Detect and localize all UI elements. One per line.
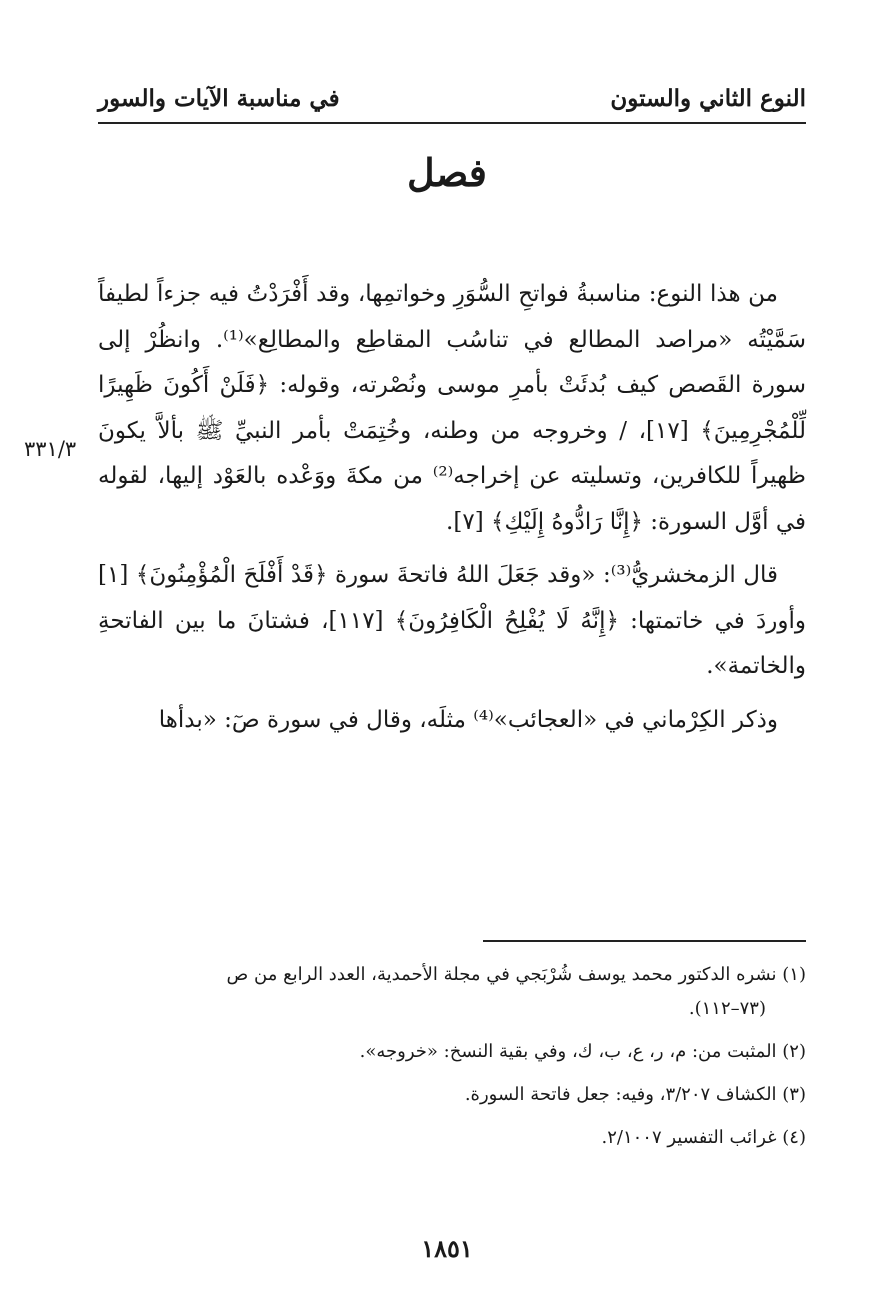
paragraph: من هذا النوع: مناسبةُ فواتحِ السُّوَرِ وخواتمِها، وقد أَفْرَدْتُ فيه جزءاً لطيفاً سَمَّيْتُه «مراصد المطالع في تناسُب المقاطِع والمطالِع»⁽¹⁾. وانظُرْ إلى سورة القَصص كيف بُدئَتْ بأمرِ موسى ونُصْرته، وقوله: ﴿فَلَنْ أَكُونَ ظَهِيرًا لِّلْمُجْرِمِينَ﴾ [١٧]، / وخروجه من وطنه، وخُتِمَتْ بأمر النبيِّ ﷺ بألاَّ يكونَ ظهيراً للكافرين، وتسليته عن إخراجه⁽²⁾ من مكةَ ووَعْده بالعَوْد إليها، لقوله في أوَّل السورة: ﴿إِنَّا رَادُّوهُ إِلَيْكِ﴾ [٧]. [98,281,806,535]
margin-volume-page-reference: ٣٣١/٣ [24,437,77,461]
footnote-1 [98,958,806,1026]
footnote-4: (٤) غرائب التفسير ٢/١٠٠٧. [601,1127,806,1148]
header-divider [98,122,806,124]
section-title: فصل [407,150,487,195]
header-topic-title: في مناسبة الآيات والسور [98,84,340,112]
footnote-3: (٣) الكشاف ٣/٢٠٧، وفيه: جعل فاتحة السورة. [464,1084,806,1105]
footnote-1-line2: (٧٣–١١٢). [688,998,766,1019]
paragraph: وذكر الكِرْماني في «العجائب»⁽⁴⁾ مثلَه، وقال في سورة صٓ: «بدأها [158,706,778,733]
main-text [98,272,806,743]
running-header [98,78,806,118]
footnote-2: (٢) المثبت من: م، ر، ع، ب، ك، وفي بقية النسخ: «خروجه». [359,1041,806,1062]
footnote-1-line1: (١) نشره الدكتور محمد يوسف شُرْبَجي في مجلة الأحمدية، العدد الرابع من ص [226,964,806,985]
footnotes [98,958,806,1155]
paragraph: قال الزمخشريُّ⁽³⁾: «وقد جَعَلَ اللهُ فاتحةَ سورة ﴿قَدْ أَفْلَحَ الْمُؤْمِنُونَ﴾ [١] وأوردَ في خاتمتها: ﴿إِنَّهُ لَا يُفْلِحُ الْكَافِرُونَ﴾ [١١٧]، فشتانَ ما بين الفاتحةِ والخاتمة». [98,562,806,679]
page-number: ١٨٥١ [421,1234,473,1263]
footnote-divider [483,940,806,942]
header-chapter-title: النوع الثاني والستون [610,84,806,112]
